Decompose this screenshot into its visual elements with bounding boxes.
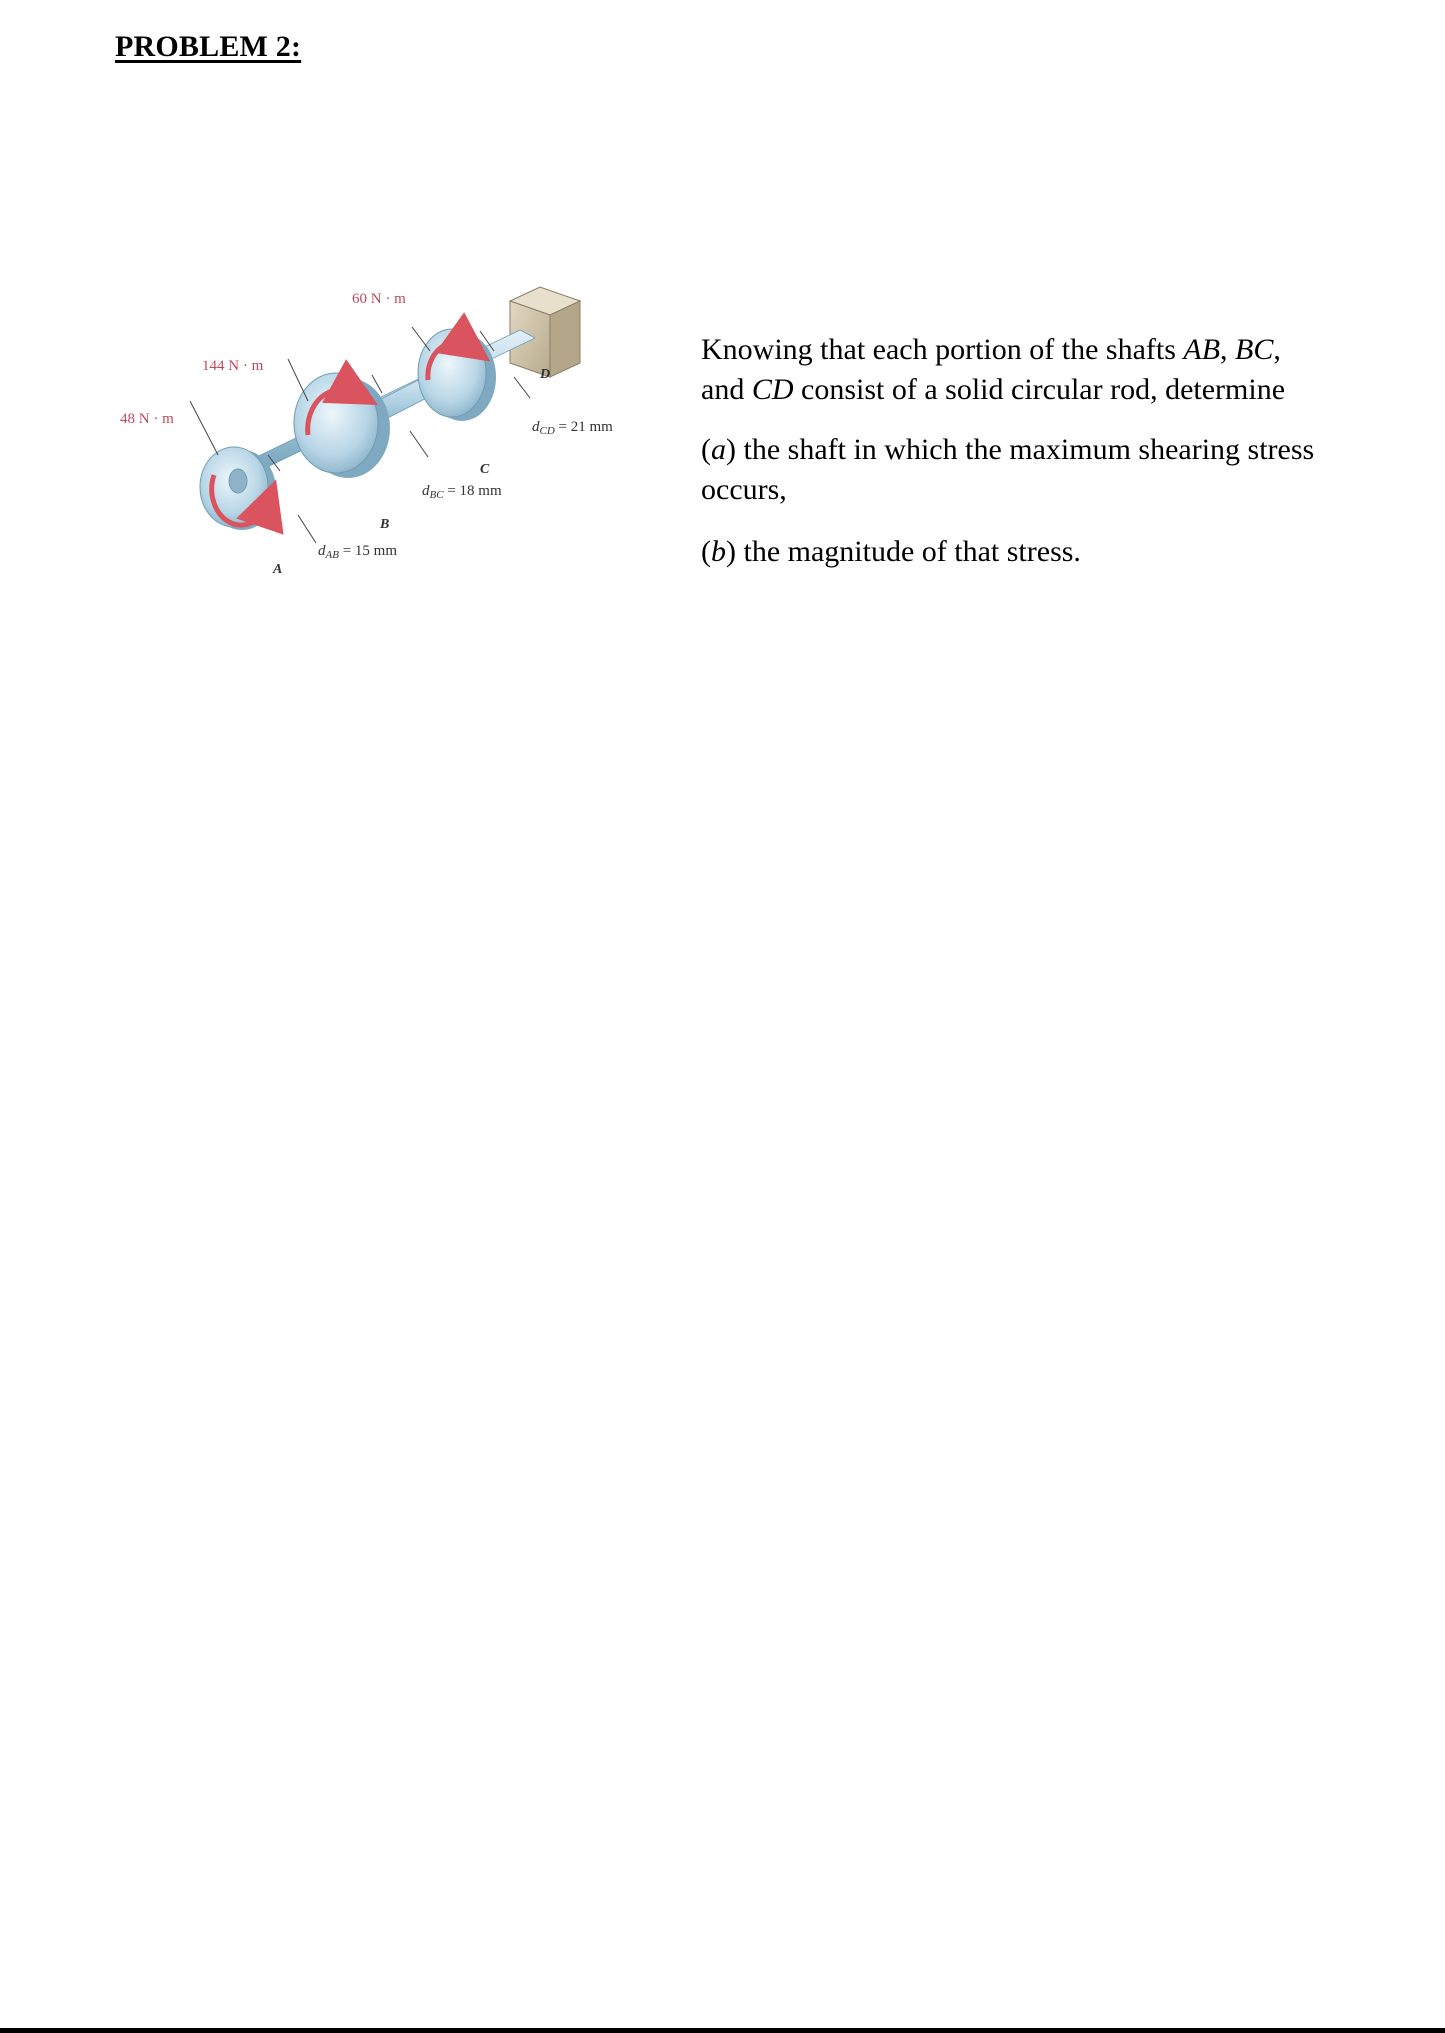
diameter-cd-value: = 21 mm	[554, 419, 613, 435]
part-a-text: ) the shaft in which the maximum shearing stress occurs,	[701, 433, 1315, 506]
bottom-rule	[0, 2028, 1445, 2033]
part-b-letter: b	[711, 535, 726, 568]
diameter-cd-subscript: CD	[539, 425, 555, 437]
intro-text-4: and	[701, 373, 752, 406]
part-a	[701, 430, 1361, 510]
diameter-label-cd	[532, 419, 613, 437]
part-a-open: (	[701, 433, 711, 466]
torque-label-c: 60 N · m	[352, 291, 406, 307]
problem-statement	[701, 330, 1361, 594]
diameter-ab-value: = 15 mm	[338, 543, 397, 559]
point-label-b: B	[380, 517, 390, 532]
shaft-diagram	[110, 285, 670, 585]
intro-text-2: ,	[1220, 333, 1236, 366]
diameter-bc-subscript: BC	[429, 489, 444, 501]
intro-shaft-bc: BC	[1235, 333, 1274, 366]
diameter-ab-subscript: AB	[325, 549, 339, 561]
point-label-c: C	[480, 462, 490, 477]
diameter-ab-symbol: d	[318, 543, 326, 559]
disk-b	[294, 373, 390, 478]
torque-label-b: 144 N · m	[202, 358, 264, 374]
diameter-bc-symbol: d	[422, 483, 430, 499]
part-a-letter: a	[711, 433, 726, 466]
point-label-d: D	[540, 367, 551, 382]
intro-text-5: consist of a solid circular rod, determine	[793, 373, 1286, 406]
diameter-bc-value: = 18 mm	[443, 483, 502, 499]
intro-shaft-ab: AB	[1183, 333, 1221, 366]
diameter-label-ab	[318, 543, 397, 561]
part-b	[701, 532, 1361, 572]
torque-label-a: 48 N · m	[120, 411, 174, 427]
diameter-label-bc	[422, 483, 502, 501]
disk-c	[418, 329, 496, 421]
point-label-a: A	[273, 562, 283, 577]
intro-text-3: ,	[1273, 333, 1281, 366]
part-b-open: (	[701, 535, 711, 568]
part-b-text: ) the magnitude of that stress.	[726, 535, 1081, 568]
intro-shaft-cd: CD	[751, 373, 794, 406]
intro-paragraph	[701, 330, 1361, 410]
shaft-figure	[110, 285, 670, 585]
problem-title: PROBLEM 2:	[115, 30, 302, 63]
diameter-cd-symbol: d	[532, 419, 540, 435]
intro-text-1: Knowing that each portion of the shafts	[701, 333, 1184, 366]
